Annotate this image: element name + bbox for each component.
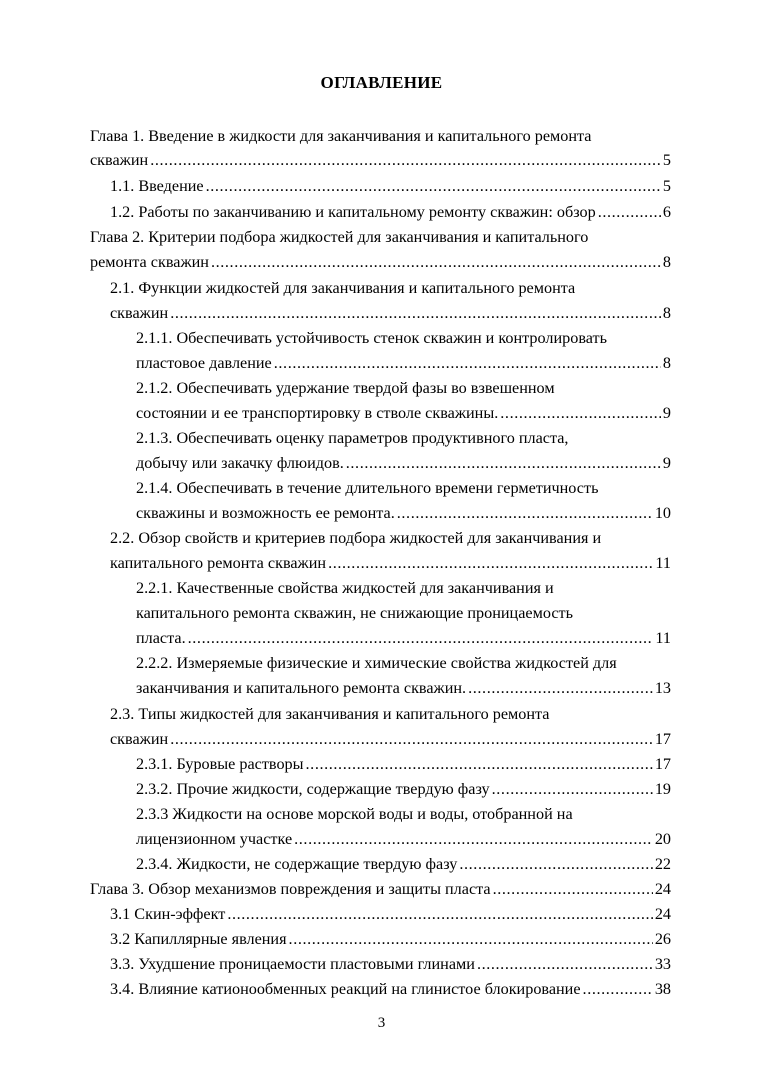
toc-entry[interactable] (110, 551, 671, 575)
toc-entry[interactable] (110, 952, 671, 976)
dot-leader (328, 551, 653, 575)
toc-entry-text: пласта. (136, 629, 186, 647)
toc-page-number: 8 (662, 253, 671, 271)
toc-entry[interactable] (110, 301, 671, 325)
toc-page-number: 11 (655, 629, 671, 647)
toc-page-number: 26 (654, 930, 671, 948)
dot-leader (492, 777, 653, 801)
toc-entry-text: лицензионном участке (136, 830, 293, 848)
toc-entry-text: 3.3. Ухудшение проницаемости пластовыми глинами (110, 955, 475, 973)
toc-entry-text: 2.1.2. Обеспечивать удержание твердой фазы во взвешенном (136, 379, 555, 397)
toc-entry[interactable] (136, 777, 671, 801)
toc-entry-text: скважин (110, 304, 169, 322)
toc-page-number: 38 (654, 980, 671, 998)
toc-entry-text: пластовое давление (136, 354, 272, 372)
toc-entry-text: 2.3.2. Прочие жидкости, содержащие твердую фазу (136, 780, 490, 798)
toc-page-number: 6 (662, 203, 671, 221)
dot-leader (477, 952, 653, 976)
toc-page-number: 9 (662, 454, 671, 472)
toc-entry-text: 1.1. Введение (110, 177, 204, 195)
toc-page-number: 24 (654, 880, 671, 898)
toc-page-number: 13 (654, 679, 671, 697)
dot-leader (289, 927, 653, 951)
toc-entry[interactable] (110, 927, 671, 951)
toc-page-number: 17 (654, 755, 671, 773)
toc-page-number: 8 (662, 304, 671, 322)
toc-entry-text: добычу или закачку флюидов. (136, 454, 344, 472)
toc-page-number: 11 (655, 554, 671, 572)
dot-leader (598, 200, 661, 224)
dot-leader (188, 626, 654, 650)
toc-entry-text: 2.1.1. Обеспечивать устойчивость стенок скважин и контролировать (136, 329, 607, 347)
toc-entry-text: заканчивания и капитального ремонта скважин. (136, 679, 467, 697)
dot-leader (227, 902, 653, 926)
toc-entry-text: 2.3. Типы жидкостей для заканчивания и капитального ремонта (110, 705, 550, 723)
toc-entry-text: состоянии и ее транспортировку в стволе скважины. (136, 404, 499, 422)
dot-leader (500, 401, 661, 425)
dot-leader (170, 727, 653, 751)
toc-entry-text: 2.2.1. Качественные свойства жидкостей для заканчивания и (136, 579, 554, 597)
dot-leader (346, 451, 661, 475)
page-number: 3 (377, 1015, 386, 1031)
toc-entry[interactable] (110, 174, 671, 198)
toc-entry[interactable] (90, 148, 671, 172)
dot-leader (493, 877, 653, 901)
toc-entry[interactable] (110, 977, 671, 1001)
dot-leader (294, 827, 653, 851)
toc-entry-text: капитального ремонта скважин, не снижающие проницаемость (136, 604, 573, 622)
toc-page-number: 17 (654, 730, 671, 748)
dot-leader (150, 148, 661, 172)
toc-entry-text: 2.1. Функции жидкостей для заканчивания и капитального ремонта (110, 279, 576, 297)
toc-entry-text: 2.3.1. Буровые растворы (136, 755, 304, 773)
toc-entry[interactable] (136, 351, 671, 375)
dot-leader (583, 977, 653, 1001)
toc-page-number: 22 (654, 855, 671, 873)
toc-entry-text: ремонта скважин (90, 253, 209, 271)
toc-entry[interactable] (136, 676, 671, 700)
toc-entry-text: 3.1 Скин-эффект (110, 905, 226, 923)
toc-entry-text: 2.1.4. Обеспечивать в течение длительного времени герметичность (136, 479, 599, 497)
toc-entry-text: 2.3.3 Жидкости на основе морской воды и воды, отобранной на (136, 805, 573, 823)
toc-entry-text: 2.3.4. Жидкости, не содержащие твердую фазу (136, 855, 458, 873)
dot-leader (206, 174, 661, 198)
toc-entry-text: скважин (110, 730, 169, 748)
toc-entry-text: Глава 3. Обзор механизмов повреждения и защиты пласта (90, 880, 491, 898)
toc-page-number: 20 (654, 830, 671, 848)
toc-entry-text: 2.2. Обзор свойств и критериев подбора жидкостей для заканчивания и (110, 529, 602, 547)
dot-leader (459, 852, 652, 876)
toc-page-number: 10 (654, 504, 671, 522)
toc-page-number: 24 (654, 905, 671, 923)
toc-page-number: 19 (654, 780, 671, 798)
toc-entry-text: скважины и возможность ее ремонта. (136, 504, 395, 522)
toc-entry-text: 3.2 Капиллярные явления (110, 930, 287, 948)
dot-leader (211, 250, 661, 274)
toc-entry-text: 3.4. Влияние катионообменных реакций на глинистое блокирование (110, 980, 581, 998)
dot-leader (170, 301, 661, 325)
toc-entry[interactable] (90, 877, 671, 901)
dot-leader (274, 351, 661, 375)
toc-entry[interactable] (136, 827, 671, 851)
toc-page-number: 5 (662, 151, 671, 169)
dot-leader (468, 676, 653, 700)
toc-entry[interactable] (90, 250, 671, 274)
toc-entry[interactable] (136, 752, 671, 776)
toc-entry[interactable] (136, 451, 671, 475)
toc-entry-text: 2.2.2. Измеряемые физические и химические свойства жидкостей для (136, 654, 617, 672)
toc-entry-text: Глава 2. Критерии подбора жидкостей для заканчивания и капитального (90, 228, 589, 246)
toc-page-number: 33 (654, 955, 671, 973)
toc-entry-text: скважин (90, 151, 149, 169)
page-title: ОГЛАВЛЕНИЕ (320, 73, 443, 92)
toc-entry[interactable] (110, 200, 671, 224)
toc-entry[interactable] (136, 852, 671, 876)
dot-leader (306, 752, 653, 776)
toc-entry[interactable] (110, 727, 671, 751)
toc-entry-text: капитального ремонта скважин (110, 554, 327, 572)
toc-entry-text: 2.1.3. Обеспечивать оценку параметров продуктивного пласта, (136, 429, 569, 447)
toc-entry[interactable] (136, 626, 671, 650)
toc-page-number: 5 (662, 177, 671, 195)
toc-entry[interactable] (136, 501, 671, 525)
toc-page-number: 8 (662, 354, 671, 372)
dot-leader (397, 501, 653, 525)
toc-entry[interactable] (136, 401, 671, 425)
toc-entry[interactable] (110, 902, 671, 926)
toc-entry-text: Глава 1. Введение в жидкости для заканчивания и капитального ремонта (90, 127, 592, 145)
toc-entry-text: 1.2. Работы по заканчиванию и капитальному ремонту скважин: обзор (110, 203, 596, 221)
toc-page-number: 9 (662, 404, 671, 422)
